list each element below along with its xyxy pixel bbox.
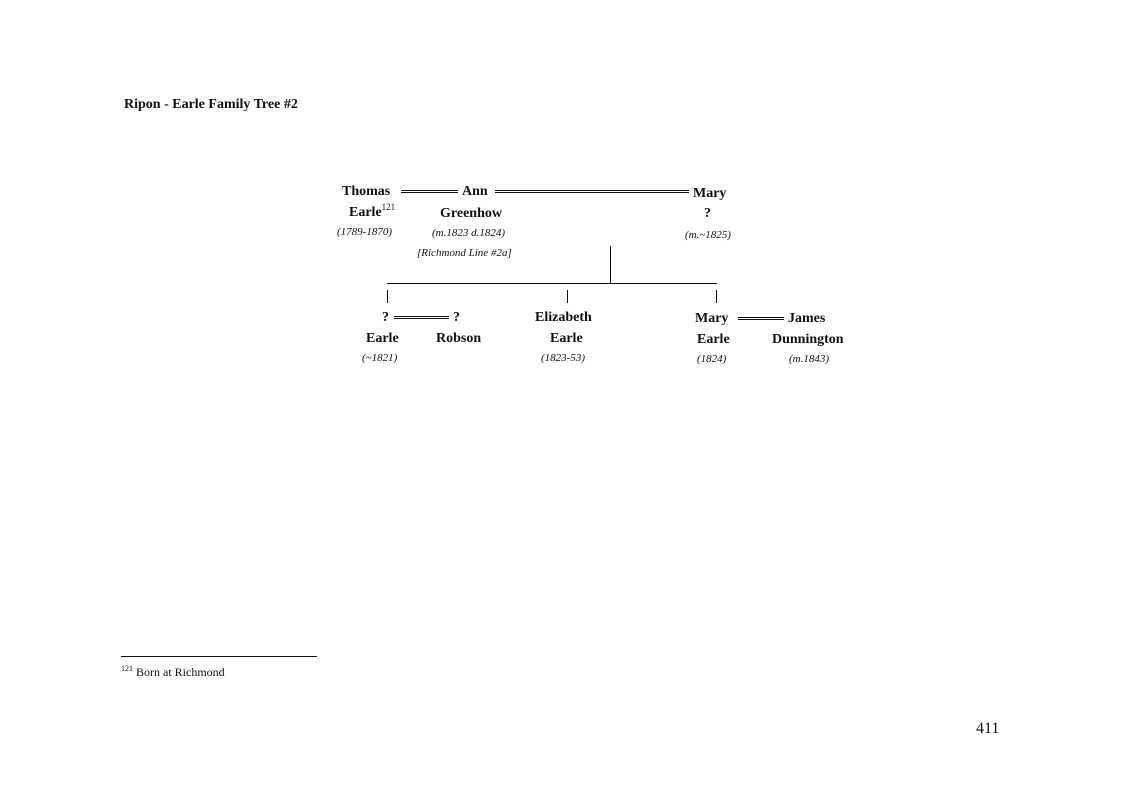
robson-first-name: ? — [453, 310, 460, 325]
james-first-name: James — [788, 311, 826, 326]
mary-child-surname: Earle — [697, 332, 730, 347]
thomas-first-name: Thomas — [342, 184, 391, 199]
mary-child-first-name: Mary — [695, 311, 729, 326]
mary-surname: ? — [704, 206, 711, 221]
thomas-dates: (1789-1870) — [337, 226, 392, 238]
thomas-surname: Earle$^{121}$ — [349, 202, 396, 220]
mary-first-name: Mary — [693, 186, 727, 201]
marriage-line-thomas-ann — [401, 190, 458, 193]
child-line-elizabeth — [567, 290, 568, 303]
earle-child-first-name: ? — [382, 310, 389, 325]
footnote — [121, 665, 225, 680]
footnote-number: 121 — [121, 664, 133, 673]
footnote-ref: 121 — [381, 202, 396, 212]
marriage-line-mary-james — [738, 317, 784, 320]
marriage-line-ann-mary — [495, 190, 689, 193]
robson-surname: Robson — [436, 331, 482, 346]
page-number: 411 — [976, 720, 1000, 737]
ann-surname: Greenhow — [440, 206, 502, 221]
sibling-line — [387, 283, 717, 284]
ann-dates: (m.1823 d.1824) — [432, 227, 506, 239]
child-line-mary — [716, 290, 717, 303]
marriage-line-earle-robson — [394, 316, 449, 319]
footnote-text: Born at Richmond — [136, 665, 225, 679]
elizabeth-surname: Earle — [550, 331, 583, 346]
footnote-rule — [121, 656, 317, 657]
james-surname: Dunnington — [772, 332, 844, 347]
earle-child-surname: Earle — [366, 331, 399, 346]
child-line-earle — [387, 290, 388, 303]
earle-child-dates: (~1821) — [362, 352, 398, 364]
elizabeth-first-name: Elizabeth — [535, 310, 592, 325]
page-title: Ripon - Earle Family Tree #2 — [124, 97, 298, 112]
elizabeth-dates: (1823-53) — [541, 352, 585, 364]
descent-line — [610, 246, 611, 284]
richmond-line-note: [Richmond Line #2a] — [417, 247, 512, 259]
mary-child-dates: (1824) — [697, 353, 727, 365]
mary-dates: (m.~1825) — [685, 229, 731, 241]
james-dates: (m.1843) — [789, 353, 830, 365]
ann-first-name: Ann — [462, 184, 488, 199]
